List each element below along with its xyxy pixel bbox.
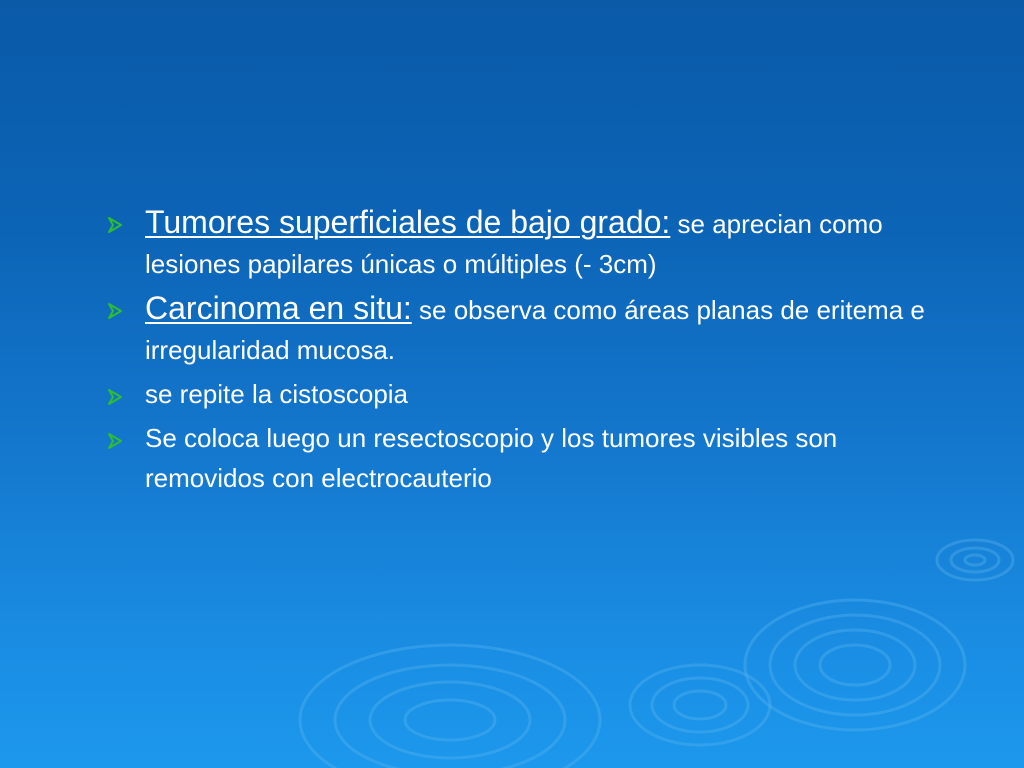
bullet-item bbox=[104, 418, 944, 498]
arrow-chevron-icon bbox=[106, 432, 124, 450]
arrow-chevron-icon bbox=[106, 216, 124, 234]
bullet-text: se repite la cistoscopia bbox=[145, 379, 409, 409]
slide-content bbox=[104, 202, 944, 502]
bullet-item bbox=[104, 202, 944, 284]
arrow-chevron-icon bbox=[106, 302, 124, 320]
arrow-chevron-icon bbox=[106, 388, 124, 406]
bullet-text: Se coloca luego un resectoscopio y los tumores visibles son removidos con electrocauterio bbox=[145, 423, 838, 493]
bullet-list bbox=[104, 202, 944, 498]
bullet-item bbox=[104, 288, 944, 370]
bullet-item bbox=[104, 374, 944, 414]
bullet-text: se observa como áreas planas de eritema e irregularidad mucosa. bbox=[145, 295, 925, 365]
bullet-text: se aprecian como lesiones papilares únicas o múltiples (- 3cm) bbox=[145, 209, 883, 279]
bullet-heading: Carcinoma en situ: bbox=[145, 290, 412, 326]
bullet-heading: Tumores superficiales de bajo grado: bbox=[145, 204, 671, 240]
